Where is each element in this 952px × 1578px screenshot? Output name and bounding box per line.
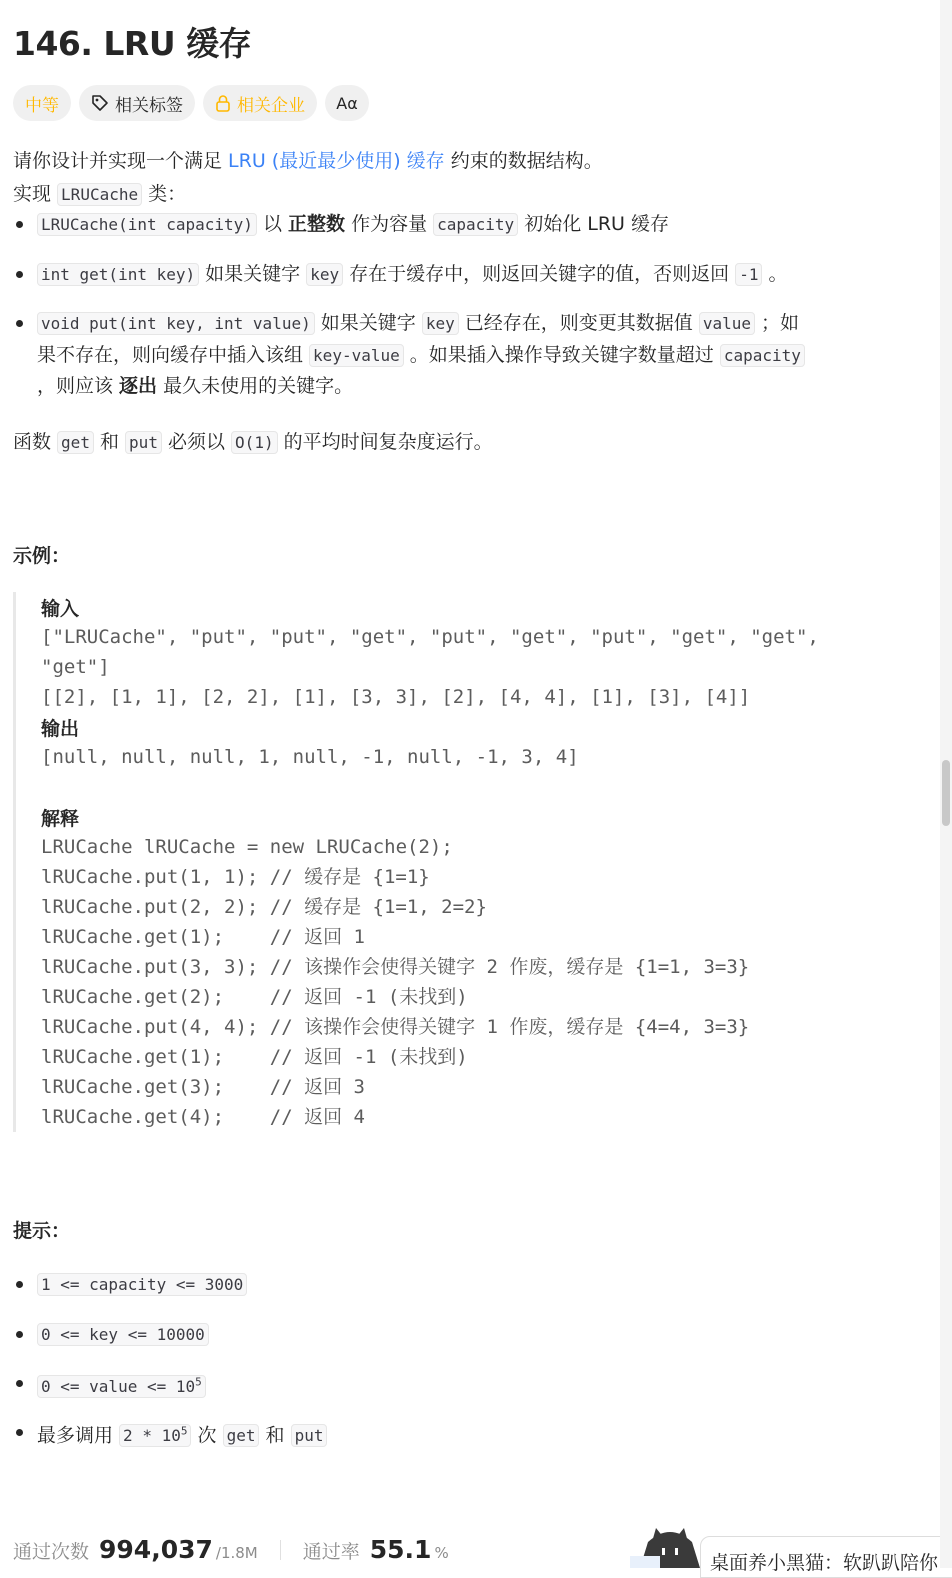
related-tags-button[interactable]: 相关标签 — [79, 85, 195, 121]
tag-icon — [91, 94, 109, 112]
input-label: 输入 — [41, 598, 80, 620]
explain-line: lRUCache.get(3); // 返回 3 — [41, 1076, 365, 1098]
explain-label: 解释 — [41, 808, 80, 830]
cat-icon — [630, 1520, 710, 1568]
constraints-heading: 提示： — [13, 1220, 71, 1242]
explain-line: LRUCache lRUCache = new LRUCache(2); — [41, 836, 453, 858]
intro-paragraph: 请你设计并实现一个满足 LRU (最近最少使用) 缓存 约束的数据结构。 — [13, 150, 603, 172]
related-companies-button[interactable]: 相关企业 — [203, 85, 317, 121]
scrollbar-thumb[interactable] — [942, 760, 950, 826]
explain-line: lRUCache.put(3, 3); // 该操作会使得关键字 2 作废，缓存是 {1=1, 3=3} — [41, 956, 750, 978]
scrollbar[interactable] — [940, 0, 952, 1568]
difficulty-badge: 中等 — [13, 85, 71, 121]
input-line: [[2], [1, 1], [2, 2], [1], [3, 3], [2], [4, 4], [1], [3], [4]] — [41, 686, 751, 708]
lock-icon — [215, 94, 231, 112]
impl-paragraph: 实现 LRUCache 类： — [13, 183, 187, 205]
rate-label: 通过率 — [302, 1541, 360, 1563]
submissions-total: /1.8M — [215, 1544, 258, 1562]
explain-line: lRUCache.get(4); // 返回 4 — [41, 1106, 365, 1128]
explain-line: lRUCache.get(1); // 返回 1 — [41, 926, 365, 948]
rate-value: 55.1 — [369, 1535, 432, 1564]
tag-bar — [13, 85, 369, 121]
input-line: "get"] — [41, 656, 110, 678]
output-line: [null, null, null, 1, null, -1, null, -1, 3, 4] — [41, 746, 579, 768]
example-heading: 示例： — [13, 545, 71, 567]
translate-button[interactable] — [325, 85, 369, 121]
divider — [280, 1540, 281, 1560]
submissions-label: 通过次数 — [13, 1541, 90, 1563]
input-line: ["LRUCache", "put", "put", "get", "put", "get", "put", "get", "get", — [41, 626, 819, 648]
popup-text: 桌面养小黑猫：软趴趴陪你 — [710, 1552, 939, 1574]
explain-line: lRUCache.put(1, 1); // 缓存是 {1=1} — [41, 866, 430, 888]
stats-bar — [13, 1535, 449, 1564]
explain-line: lRUCache.get(1); // 返回 -1 (未找到) — [41, 1046, 468, 1068]
explain-line: lRUCache.get(2); // 返回 -1 (未找到) — [41, 986, 468, 1008]
problem-title: 146. LRU 缓存 — [13, 24, 252, 63]
submissions-value: 994,037 — [99, 1535, 213, 1564]
explain-line: lRUCache.put(2, 2); // 缓存是 {1=1, 2=2} — [41, 896, 487, 918]
lru-link[interactable]: LRU (最近最少使用) 缓存 — [228, 150, 445, 172]
rate-unit: % — [434, 1544, 449, 1562]
translate-icon: Aα — [336, 93, 358, 113]
explain-line: lRUCache.put(4, 4); // 该操作会使得关键字 1 作废，缓存是 {4=4, 3=3} — [41, 1016, 750, 1038]
example-block — [13, 592, 906, 1132]
promo-popup[interactable] — [630, 1520, 952, 1574]
output-label: 输出 — [41, 718, 80, 740]
complexity-paragraph: 函数 get 和 put 必须以 O(1) 的平均时间复杂度运行。 — [13, 431, 493, 453]
